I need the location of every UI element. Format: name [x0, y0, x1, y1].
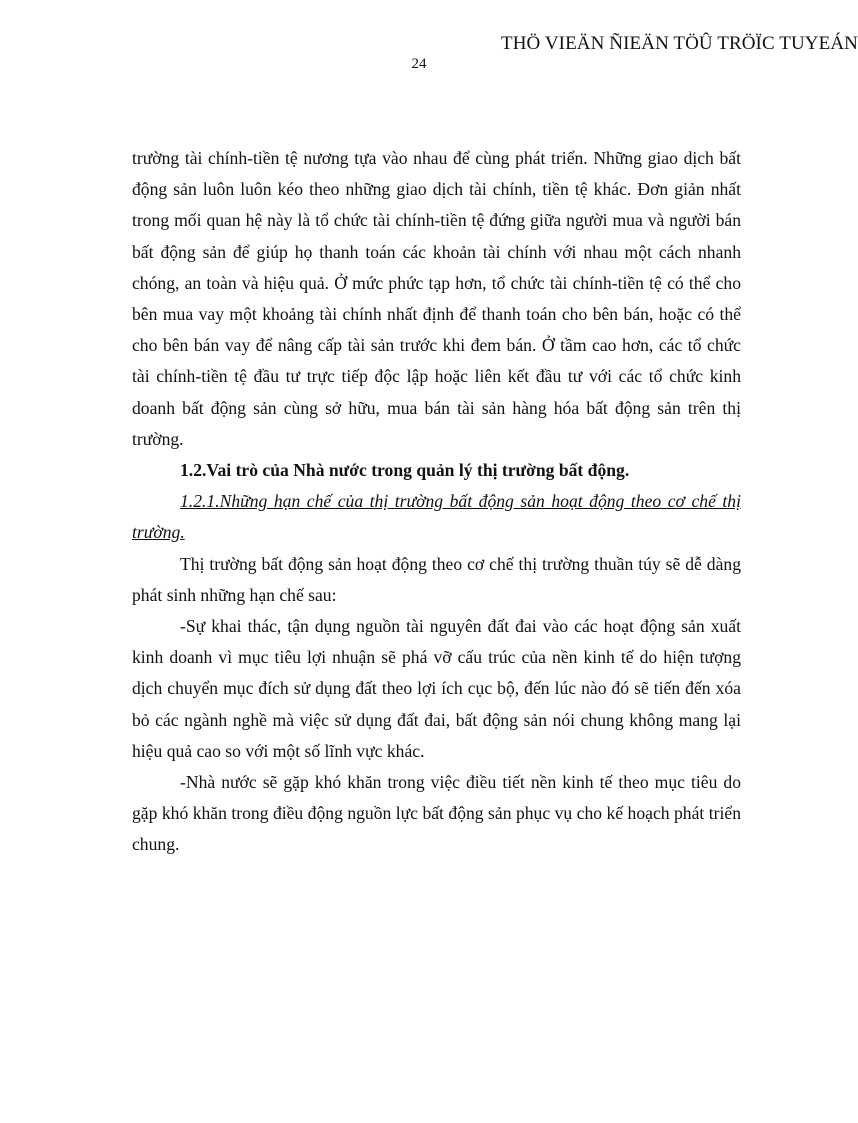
document-body: [132, 143, 741, 861]
paragraph-limitation-2: -Nhà nước sẽ gặp khó khăn trong việc điều tiết nền kinh tế theo mục tiêu do gặp khó khăn trong điều động nguồn lực bất động sản phục vụ cho kế hoạch phát triển chung.: [132, 772, 741, 855]
section-heading: 1.2.Vai trò của Nhà nước trong quản lý thị trường bất động.: [180, 460, 630, 481]
subsection-heading: 1.2.1.Những hạn chế của thị trường bất động sản hoạt động theo cơ chế thị trường.: [132, 491, 741, 543]
paragraph-limitation-1: -Sự khai thác, tận dụng nguồn tài nguyên đất đai vào các hoạt động sản xuất kinh doanh vì mục tiêu lợi nhuận sẽ phá vỡ cấu trúc của nền kinh tế do hiện tượng dịch chuyển mục đích sử dụng đất theo lợi ích cục bộ, đến lúc nào đó sẽ tiến đến xóa bỏ các ngành nghề mà việc sử dụng đất đai, bất động sản nói chung không mang lại hiệu quả cao so với một số lĩnh vực khác.: [132, 616, 741, 761]
watermark-header: THÖ VIEÄN ÑIEÄN TÖÛ TRÖÏC TUYEÁN: [501, 33, 858, 54]
paragraph-intro: trường tài chính-tiền tệ nương tựa vào nhau để cùng phát triển. Những giao dịch bất động sản luôn luôn kéo theo những giao dịch tài chính, tiền tệ khác. Đơn giản nhất trong mối quan hệ này là tổ chức tài chính-tiền tệ đứng giữa người mua và người bán bất động sản để giúp họ thanh toán các khoản tài chính với nhau một cách nhanh chóng, an toàn và hiệu quả. Ở mức phức tạp hơn, tổ chức tài chính-tiền tệ có thể cho bên mua vay một khoảng tài chính nhất định để thanh toán cho bên bán, hoặc có thể cho bên bán vay để nâng cấp tài sản trước khi đem bán. Ở tầm cao hơn, các tổ chức tài chính-tiền tệ đầu tư trực tiếp độc lập hoặc liên kết đầu tư với các tổ chức kinh doanh bất động sản cùng sở hữu, mua bán tài sản hàng hóa bất động sản trên thị trường.: [132, 148, 741, 449]
page-number: 24: [411, 56, 427, 72]
paragraph-limitations-intro: Thị trường bất động sản hoạt động theo cơ chế thị trường thuần túy sẽ dễ dàng phát sinh những hạn chế sau:: [132, 553, 741, 605]
